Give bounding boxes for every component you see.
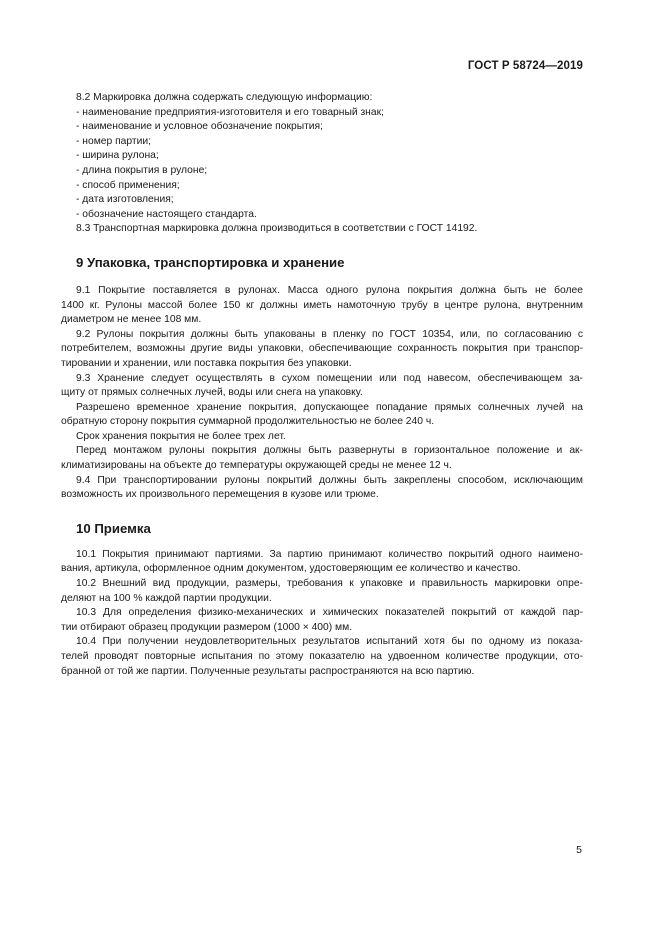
paragraph-line: тировании и хранении, или поставка покрытия без упаковки. <box>61 357 352 369</box>
list-item: - наименование и условное обозначение покрытия; <box>76 121 323 133</box>
paragraph-line: 9.1 Покрытие поставляется в рулонах. Масса одного рулона покрытия должна быть не более <box>76 284 583 296</box>
list-item: - способ применения; <box>76 179 180 191</box>
section-10 <box>61 548 583 679</box>
section-9 <box>61 284 583 503</box>
paragraph-line: обратную сторону покрытия суммарной продолжительностью не более 240 ч. <box>61 416 435 428</box>
paragraph-line: 9.3 Хранение следует осуществлять в сухом помещении или под навесом, обеспечивающем за- <box>76 372 583 384</box>
paragraph-line: 10.1 Покрытия принимают партиями. За партию принимают количество покрытий одного наимено- <box>76 548 583 560</box>
list-item: - наименование предприятия-изготовителя и его товарный знак; <box>76 106 384 118</box>
page-number: 5 <box>576 844 582 856</box>
list-item: - ширина рулона; <box>76 150 159 162</box>
paragraph-line: 9.4 При транспортировании рулоны покрытий должны быть закреплены способом, исключающим <box>76 474 583 486</box>
paragraph-line: 10.2 Внешний вид продукции, размеры, требования к упаковке и правильность маркировки опре- <box>76 578 583 590</box>
paragraph-line: 9.2 Рулоны покрытия должны быть упакованы в пленку по ГОСТ 10354, или, по согласованию с <box>76 328 583 340</box>
paragraph-line: 8.2 Маркировка должна содержать следующую информацию: <box>76 92 373 103</box>
paragraph-line: диаметром не менее 108 мм. <box>61 314 202 326</box>
paragraph-line: климатизированы на объекте до температуры окружающей среды не менее 12 ч. <box>61 460 452 472</box>
paragraph-line: Разрешено временное хранение покрытия, допускающее попадание прямых солнечных лучей на <box>76 401 583 413</box>
list-item: - длина покрытия в рулоне; <box>76 164 208 176</box>
paragraph-line: 8.3 Транспортная маркировка должна производиться в соответствии с ГОСТ 14192. <box>76 223 478 235</box>
paragraph-line: возможность их произвольного перемещения в кузове или трюме. <box>61 489 379 501</box>
paragraph-line: 10.3 Для определения физико-механических и химических показателей покрытий от каждой пар- <box>76 607 583 619</box>
section-8 <box>61 91 583 237</box>
paragraph-line: бранной от той же партии. Полученные результаты распространяются на всю партию. <box>61 665 475 677</box>
document-code: ГОСТ Р 58724—2019 <box>467 60 583 72</box>
page-content <box>61 91 583 679</box>
paragraph-line: тии отбирают образец продукции размером (1000 × 400) мм. <box>61 621 353 633</box>
list-item: - дата изготовления; <box>76 194 174 206</box>
paragraph-line: потребителем, возможны другие виды упаковки, обеспечивающие сохранность покрытия при транспор- <box>61 343 583 355</box>
section-9-heading: 9 Упаковка, транспортировка и хранение <box>76 254 345 270</box>
section-10-heading: 10 Приемка <box>76 520 151 536</box>
paragraph-line: деляют на 100 % каждой партии продукции. <box>61 592 272 604</box>
list-item: - номер партии; <box>76 135 151 147</box>
list-item: - обозначение настоящего стандарта. <box>76 208 257 220</box>
paragraph-line: вания, артикула, оформленное одним документом, удостоверяющим ее количество и качество. <box>61 563 521 575</box>
paragraph-line: Перед монтажом рулоны покрытия должны быть развернуты в горизонтальное положение и ак- <box>76 445 583 457</box>
paragraph-line: 1400 кг. Рулоны массой более 150 кг должны иметь намоточную трубу в центре рулона, внутренним <box>61 299 583 311</box>
paragraph-line: щиту от прямых солнечных лучей, воды или снега на упаковку. <box>61 387 363 399</box>
paragraph-line: 10.4 При получении неудовлетворительных результатов испытаний хотя бы по одному из показа- <box>76 636 583 648</box>
paragraph-line: телей проводят повторные испытания по этому показателю на удвоенном количестве продукции, ото- <box>61 651 583 662</box>
paragraph-line: Срок хранения покрытия не более трех лет. <box>76 430 286 442</box>
